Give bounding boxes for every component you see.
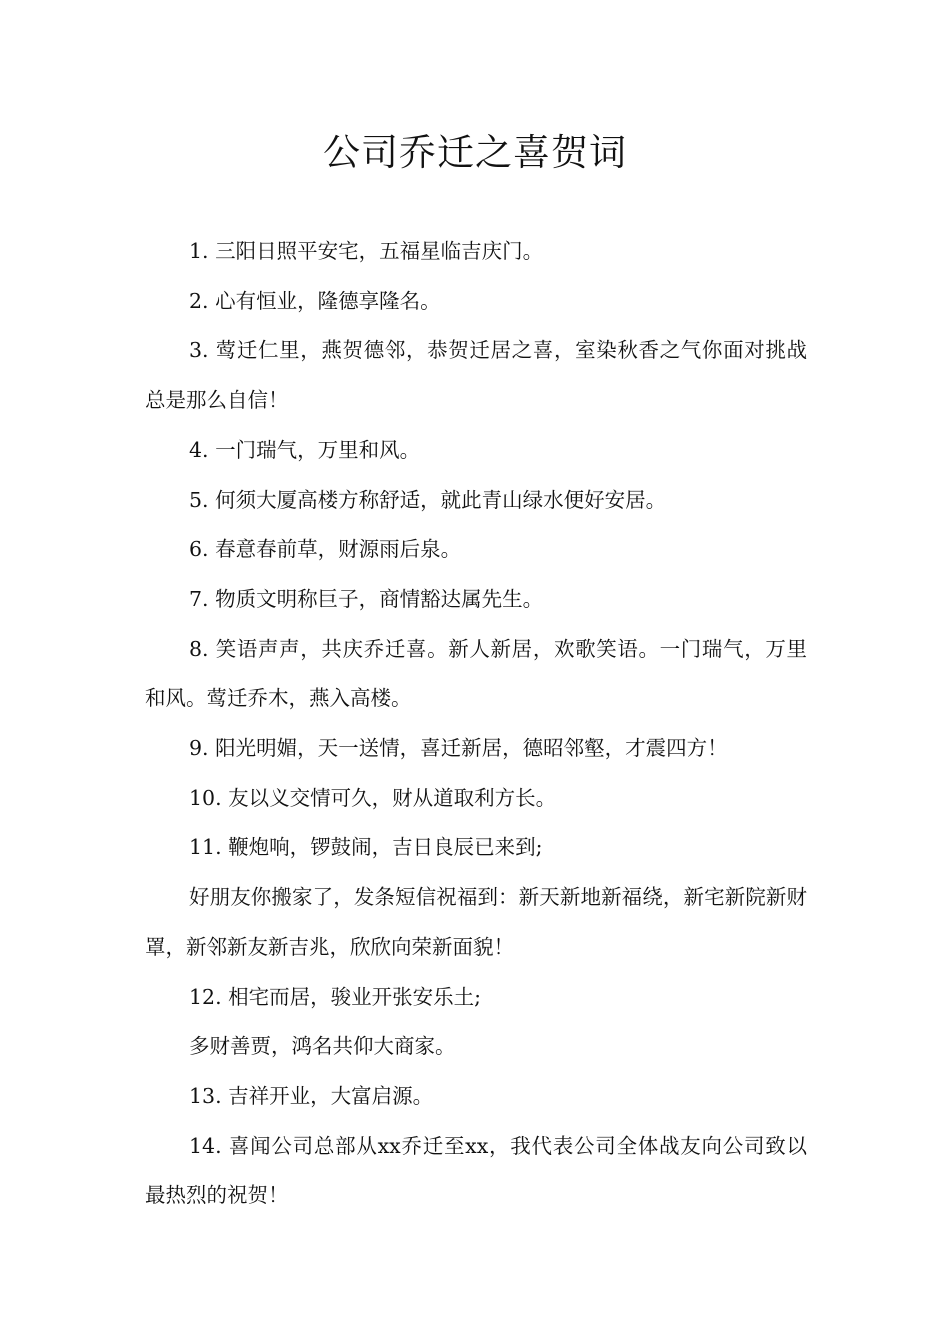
paragraph-1: 1. 三阳日照平安宅，五福星临吉庆门。 (189, 239, 544, 263)
document-body (145, 227, 807, 1221)
paragraph-3: 3. 莺迁仁里，燕贺德邻，恭贺迁居之喜，室染秋香之气你面对挑战总是那么自信！ (145, 338, 807, 413)
document-title: 公司乔迁之喜贺词 (323, 131, 627, 174)
paragraph-2: 2. 心有恒业，隆德享隆名。 (189, 288, 441, 313)
paragraph-9: 9. 阳光明媚，天一送情，喜迁新居，德昭邻壑，才震四方！ (189, 736, 728, 761)
paragraph-12: 12. 相宅而居，骏业开张安乐土; (189, 984, 482, 1009)
paragraph-4: 4. 一门瑞气，万里和风。 (189, 437, 421, 462)
paragraph-11: 11. 鞭炮响，锣鼓闹，吉日良辰已来到; (189, 835, 543, 860)
paragraph-6: 6. 春意春前草，财源雨后泉。 (189, 537, 462, 562)
paragraph-12-continued: 多财善贾，鸿名共仰大商家。 (189, 1034, 456, 1059)
paragraph-10: 10. 友以义交情可久，财从道取利方长。 (189, 785, 557, 810)
paragraph-11-continued: 好朋友你搬家了，发条短信祝福到：新天新地新福绕，新宅新院新财罩，新邻新友新吉兆，欣欣向荣新面貌！ (145, 885, 807, 959)
paragraph-7: 7. 物质文明称巨子，商情豁达属先生。 (189, 586, 544, 611)
paragraph-14: 14. 喜闻公司总部从xx乔迁至xx，我代表公司全体战友向公司致以最热烈的祝贺！ (145, 1133, 807, 1208)
paragraph-5: 5. 何须大厦高楼方称舒适，就此青山绿水便好安居。 (189, 487, 667, 512)
paragraph-13: 13. 吉祥开业，大富启源。 (189, 1083, 434, 1108)
paragraph-8: 8. 笑语声声，共庆乔迁喜。新人新居，欢歌笑语。一门瑞气，万里和风。莺迁乔木，燕入高楼。 (145, 636, 807, 711)
